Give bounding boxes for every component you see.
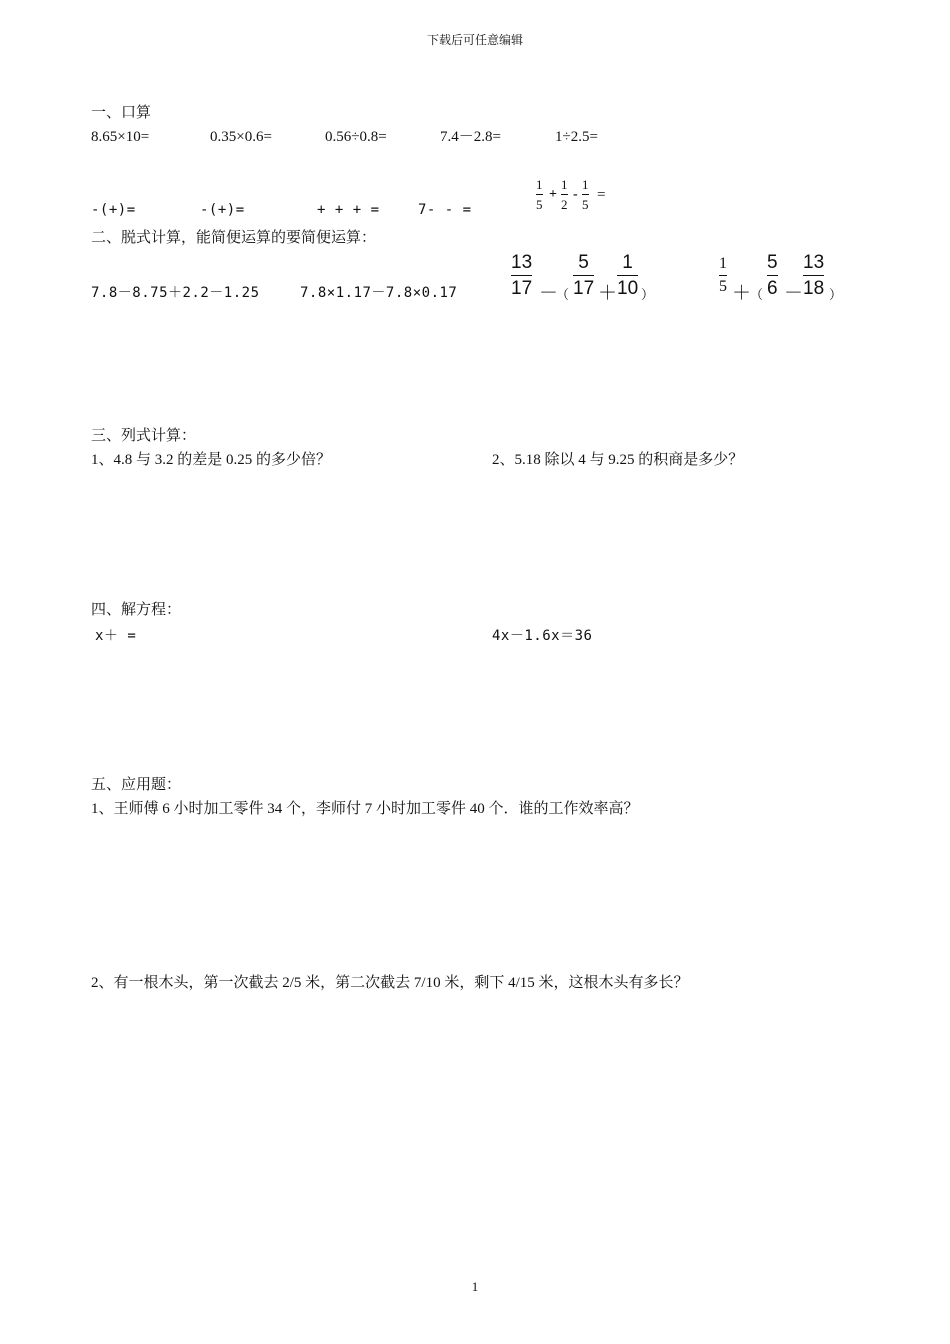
fraction: [767, 253, 778, 298]
operator-plus: ＋: [732, 283, 752, 304]
expression-1: 7.8－8.75＋2.2－1.25: [91, 285, 260, 301]
fraction-denominator: 2: [561, 197, 568, 212]
fraction-denominator: 5: [536, 197, 543, 212]
expression-2: 7.8×1.17－7.8×0.17: [300, 285, 458, 301]
fraction-bar: [617, 275, 638, 276]
oral-calc-9: 7- - =: [418, 202, 472, 218]
fraction-numerator: 5: [578, 252, 589, 273]
fraction-bar: [803, 275, 824, 276]
operator-equals: =: [597, 187, 606, 203]
fraction-numerator: 13: [511, 252, 533, 273]
fraction: [573, 253, 594, 298]
fraction-denominator: 10: [617, 278, 639, 299]
fraction-numerator: 1: [719, 255, 727, 272]
oral-calc-3: 0.56÷0.8=: [325, 129, 387, 145]
fraction-numerator: 5: [767, 252, 778, 273]
oral-calc-1: 8.65×10=: [91, 129, 150, 145]
oral-calc-4: 7.4－2.8=: [440, 129, 501, 145]
operator-minus: -: [573, 187, 578, 202]
word-calc-question-2: 2、5.18 除以 4 与 9.25 的积商是多少？: [492, 452, 744, 468]
left-paren: （: [556, 287, 570, 302]
fraction-numerator: 13: [803, 252, 825, 273]
operator-minus: －: [784, 283, 804, 304]
fraction-bar: [573, 275, 594, 276]
oral-calc-5: 1÷2.5=: [555, 129, 598, 145]
equation-2: 4x－1.6x＝36: [492, 628, 593, 644]
fraction-denominator: 17: [573, 278, 595, 299]
fraction: [617, 253, 638, 298]
fraction-bar: [582, 194, 589, 195]
section4-title: 四、解方程：: [91, 602, 182, 618]
word-calc-question-1: 1、4.8 与 3.2 的差是 0.25 的多少倍？: [91, 452, 332, 468]
section5-title: 五、应用题：: [91, 777, 182, 793]
fraction-bar: [719, 275, 727, 276]
fraction-denominator: 6: [767, 278, 778, 299]
section1-title: 一、口算: [91, 105, 152, 121]
operator-plus: +: [549, 187, 557, 202]
fraction-denominator: 5: [719, 278, 727, 295]
left-paren: （: [750, 287, 764, 302]
fraction-bar: [767, 275, 778, 276]
oral-calc-2: 0.35×0.6=: [210, 129, 272, 145]
fraction-denominator: 5: [582, 197, 589, 212]
fraction-bar: [561, 194, 568, 195]
fraction: [719, 256, 727, 295]
oral-calc-7: -(+)=: [200, 202, 245, 218]
fraction-numerator: 1: [622, 252, 633, 273]
section3-title: 三、列式计算：: [91, 428, 197, 444]
oral-calc-8: + + + =: [317, 202, 380, 218]
fraction: [536, 178, 543, 211]
section2-title: 二、脱式计算，能简便运算的要简便运算：: [91, 230, 377, 246]
oral-calc-6: -(+)=: [91, 202, 136, 218]
fraction-numerator: 1: [536, 177, 543, 192]
header-note: 下载后可任意编辑: [426, 33, 523, 47]
right-paren: ）: [641, 287, 655, 302]
operator-plus: ＋: [598, 283, 618, 304]
fraction-denominator: 17: [511, 278, 533, 299]
word-problem-2: 2、有一根木头，第一次截去 2/5 米，第二次截去 7/10 米，剩下 4/15 米，这根木头有多长？: [91, 975, 689, 991]
fraction-denominator: 18: [803, 278, 825, 299]
fraction-bar: [511, 275, 532, 276]
fraction: [561, 178, 568, 211]
fraction-numerator: 1: [561, 177, 568, 192]
operator-minus: －: [539, 283, 559, 304]
fraction: [803, 253, 824, 298]
fraction: [511, 253, 532, 298]
fraction-numerator: 1: [582, 177, 589, 192]
equation-1: x＋ =: [95, 628, 137, 644]
word-problem-1: 1、王师傅 6 小时加工零件 34 个，李师付 7 小时加工零件 40 个．谁的工作效率高？: [91, 801, 639, 817]
right-paren: ）: [829, 287, 843, 302]
fraction: [582, 178, 589, 211]
fraction-bar: [536, 194, 543, 195]
page-number: 1: [471, 1279, 479, 1294]
